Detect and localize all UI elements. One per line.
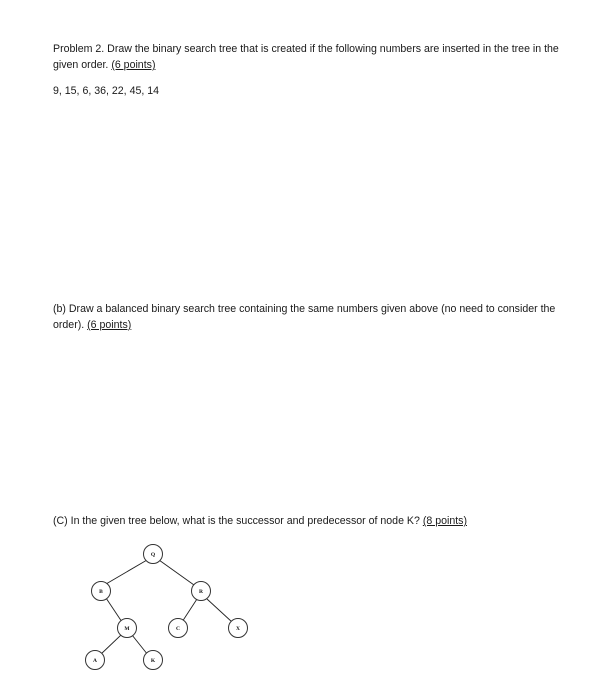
edge-q-r [159,560,194,585]
tree-node-q-label: Q [150,552,156,558]
tree-node-x [229,619,248,638]
tree-node-a-label: A [93,658,97,664]
tree-node-b-label: B [99,589,103,595]
edge-r-c [182,599,197,622]
tree-node-a [86,651,105,670]
edge-r-x [207,599,232,622]
problem-b-statement: (b) Draw a balanced binary search tree containing the same numbers given above (no need to consider the order). [53,303,556,331]
edge-m-k [132,635,148,655]
edge-m-a [100,635,121,655]
number-sequence: 9, 15, 6, 36, 22, 45, 14 [53,85,160,97]
edge-q-b [106,560,147,584]
problem-b-points: (6 points) [87,319,132,331]
problem-c-statement: (C) In the given tree below, what is the successor and predecessor of node K? [53,515,420,527]
tree-node-m [118,619,137,638]
tree-node-q [144,545,163,564]
tree-node-r [192,582,211,601]
tree-node-m-label: M [124,626,130,632]
tree-node-c [169,619,188,638]
problem-a-points: (6 points) [111,59,156,71]
tree-node-r-label: R [199,589,203,595]
tree-node-x-label: X [236,626,240,632]
edge-b-m [106,598,122,622]
tree-node-k-label: K [150,658,156,664]
tree-node-b [92,582,111,601]
problem-a-statement: Problem 2. Draw the binary search tree that is created if the following numbers are inserted in the tree in the given order. [53,43,559,71]
problem-c-points: (8 points) [422,515,467,527]
tree-node-c-label: C [176,626,180,632]
tree-node-k [144,651,163,670]
